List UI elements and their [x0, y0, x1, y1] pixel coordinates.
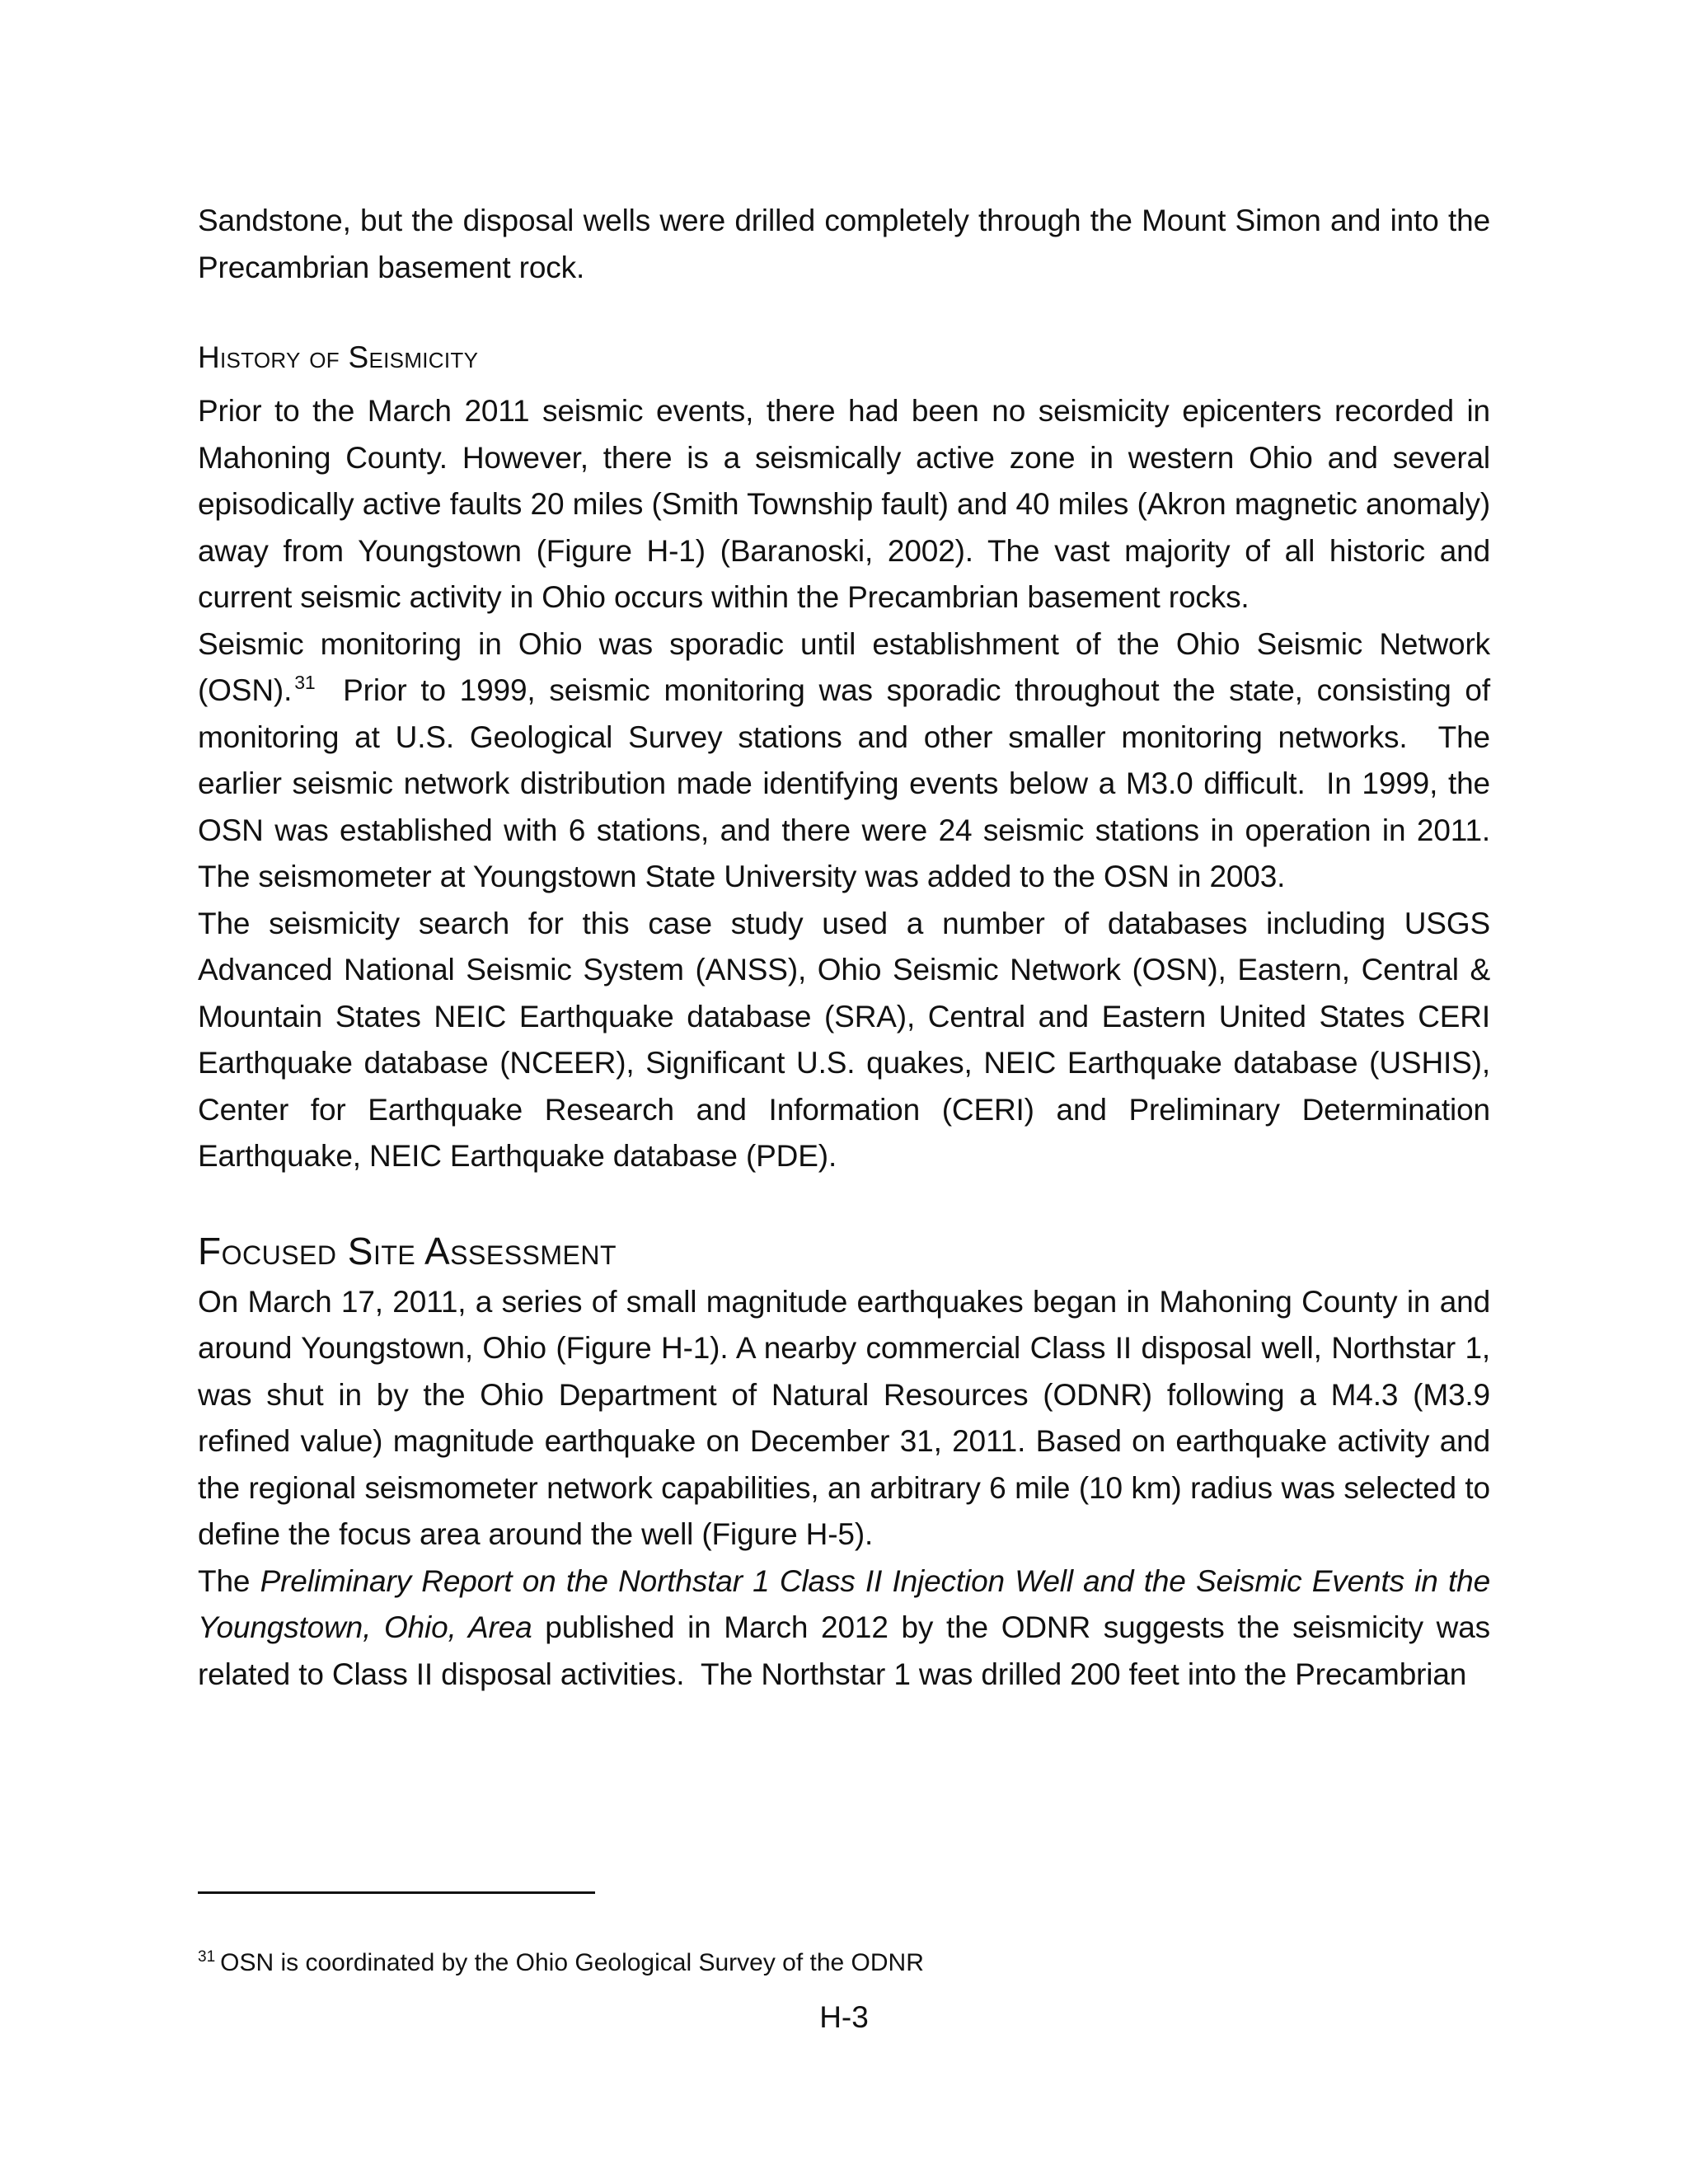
history-paragraph-2-text-a: Seismic monitoring in Ohio was sporadic until establishment of the Ohio Seismic Network (OSN).	[198, 626, 1490, 707]
section-heading-focused: Focused Site Assessment	[198, 1229, 617, 1272]
focused-paragraph-2	[198, 1558, 1499, 1699]
footnote-reference[interactable]: 31	[294, 672, 316, 693]
report-title: Preliminary Report on the Northstar 1 Class II Injection Well and the Seismic Events in the Youngstown, Ohio, Area	[198, 1563, 1491, 1644]
history-paragraph-1: Prior to the March 2011 seismic events, there had been no seismicity epicenters recorded in Mahoning County. However, there is a seismically active zone in western Ohio and several episodically active faults 20 miles (Smith Township fault) and 40 miles (Akron magnetic anomaly) away from Youngstown (Figure H-1) (Baranoski, 2002). The vast majority of all historic and current seismic activity in Ohio occurs within the Precambrian basement rocks.	[198, 394, 1490, 614]
page-number: H-3	[819, 2000, 869, 2034]
focused-paragraph-2-suffix: published in March 2012 by the ODNR suggests the seismicity was related to Class II disposal activities. The Northstar 1 was drilled 200 feet into the Precambrian	[198, 1610, 1499, 1691]
history-paragraph-3: The seismicity search for this case study used a number of databases including USGS Advanced National Seismic System (ANSS), Ohio Seismic Network (OSN), Eastern, Central & Mountain States NEIC Earthquake database (SRA), Central and Eastern United States CERI Earthquake database (NCEER), Significant U.S. quakes, NEIC Earthquake database (USHIS), Center for Earthquake Research and Information (CERI) and Preliminary Determination Earthquake, NEIC Earthquake database (PDE).	[198, 906, 1490, 1173]
footnote	[198, 1947, 924, 1979]
history-paragraph-2	[198, 621, 1507, 901]
section-heading-history: History of Seismicity	[198, 340, 479, 374]
footnote-text: OSN is coordinated by the Ohio Geological Survey of the ODNR	[220, 1949, 924, 1976]
footnote-divider	[198, 1891, 595, 1894]
footnote-number: 31	[198, 1948, 216, 1966]
focused-paragraph-2-prefix: The	[198, 1563, 260, 1598]
history-paragraph-2-text-b: Prior to 1999, seismic monitoring was sporadic throughout the state, consisting of monitoring at U.S. Geological Survey stations and other smaller monitoring networks. The earlier seismic network distribution made identifying events below a M3.0 difficult. In 1999, the OSN was established with 6 stations, and there were 24 seismic stations in operation in 2011. The seismometer at Youngstown State University was added to the OSN in 2003.	[198, 673, 1507, 893]
page-content	[198, 198, 1507, 1698]
intro-paragraph: Sandstone, but the disposal wells were drilled completely through the Mount Simon and into the Precambrian basement rock.	[198, 204, 1490, 284]
focused-paragraph-1: On March 17, 2011, a series of small magnitude earthquakes began in Mahoning County in and around Youngstown, Ohio (Figure H-1). A nearby commercial Class II disposal well, Northstar 1, was shut in by the Ohio Department of Natural Resources (ODNR) following a M4.3 (M3.9 refined value) magnitude earthquake on December 31, 2011. Based on earthquake activity and the regional seismometer network capabilities, an arbitrary 6 mile (10 km) radius was selected to define the focus area around the well (Figure H-5).	[198, 1284, 1490, 1551]
